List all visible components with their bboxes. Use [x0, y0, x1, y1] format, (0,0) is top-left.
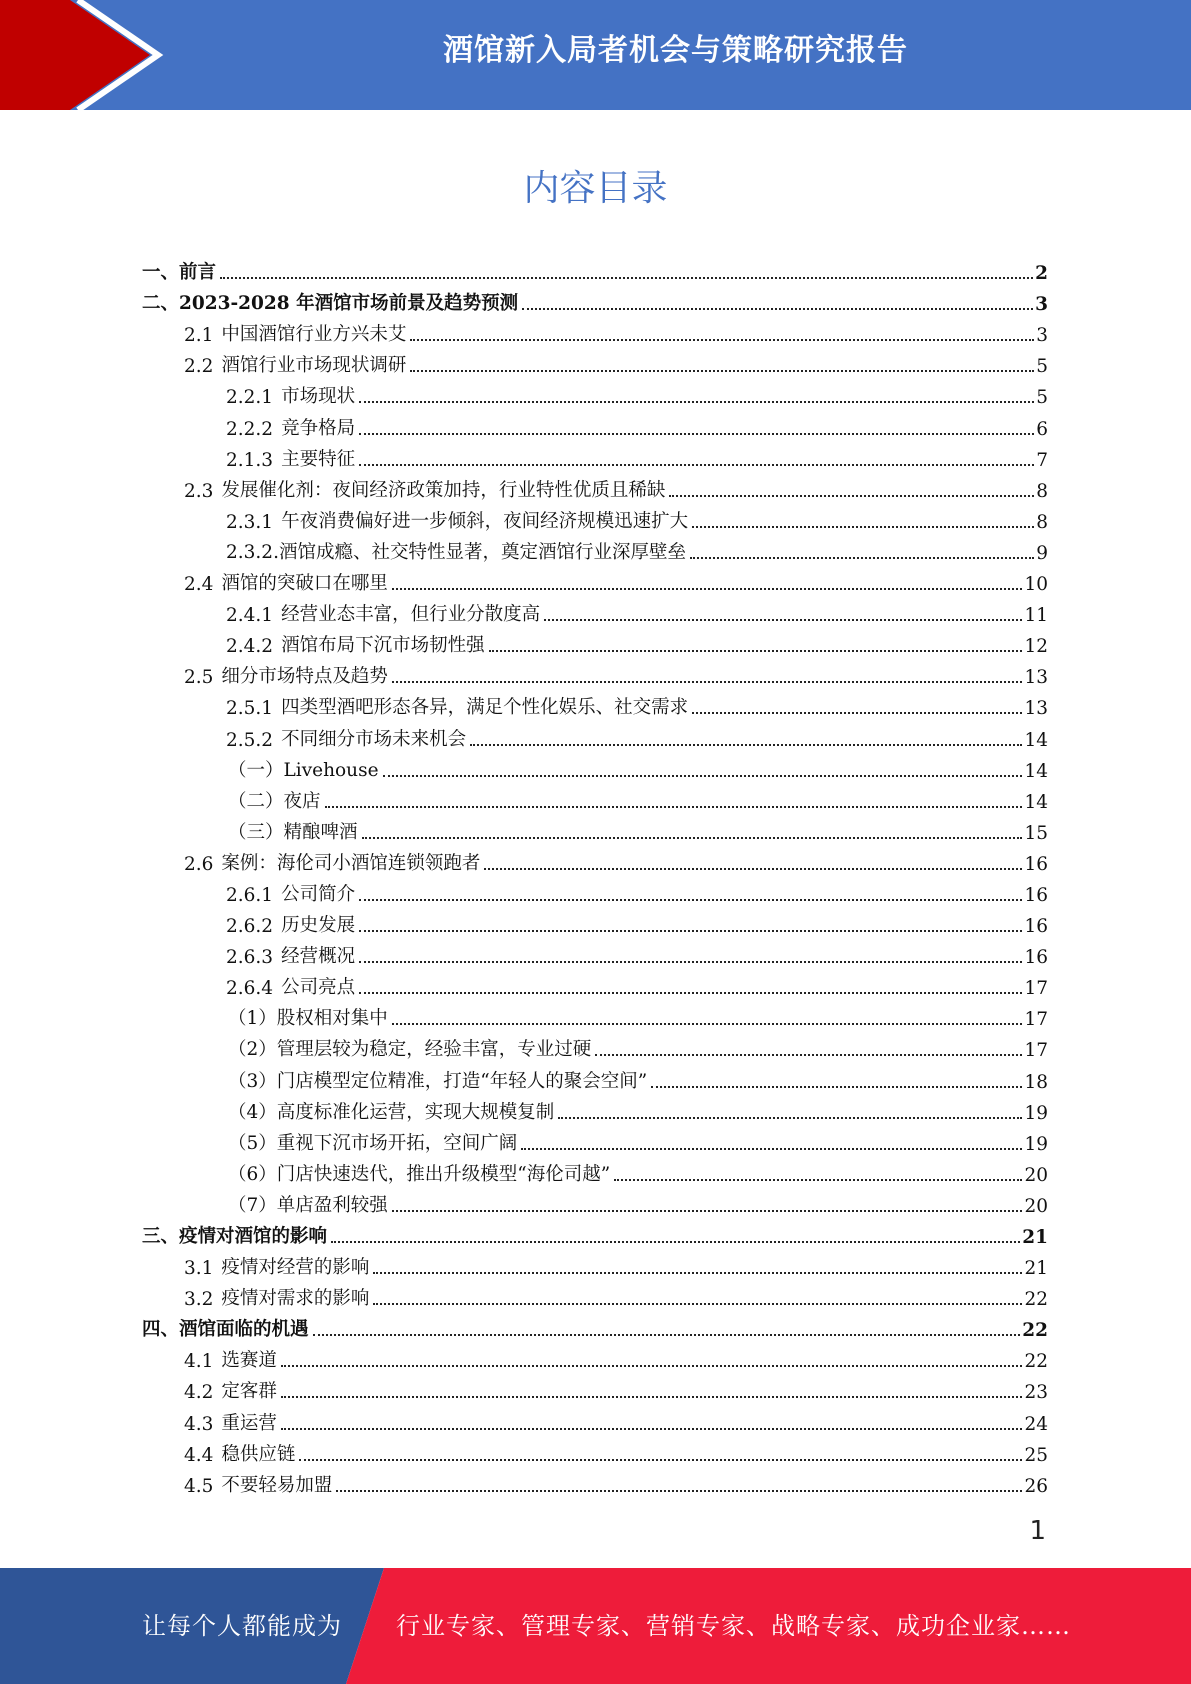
toc-entry[interactable] [142, 626, 1048, 657]
toc-entry[interactable] [142, 1372, 1048, 1403]
toc-entry-title: 酒馆的突破口在哪里 [221, 573, 388, 595]
toc-entry-page: 19 [1024, 1102, 1048, 1124]
toc-dot-leader [558, 1117, 1022, 1119]
toc-entry-page: 18 [1024, 1071, 1048, 1093]
toc-entry[interactable] [142, 1435, 1048, 1466]
toc-entry-title: 主要特征 [281, 448, 356, 470]
toc-entry[interactable] [142, 1030, 1048, 1061]
toc-dot-leader [281, 1365, 1023, 1367]
toc-dot-leader [410, 339, 1034, 341]
toc-entry-page: 24 [1024, 1413, 1048, 1435]
page-footer [0, 1568, 1191, 1684]
toc-entry[interactable] [142, 502, 1048, 533]
toc-entry[interactable] [142, 595, 1048, 626]
toc-entry-title: 定客群 [221, 1381, 277, 1403]
toc-dot-leader [692, 526, 1034, 528]
toc-entry-number: 4.2 [184, 1382, 214, 1404]
table-of-contents [142, 253, 1048, 1497]
toc-dot-leader [313, 1334, 1021, 1336]
toc-entry-number: 2.5.1 [226, 698, 274, 720]
toc-entry[interactable] [142, 564, 1048, 595]
toc-entry[interactable] [142, 1466, 1048, 1497]
toc-entry[interactable] [142, 719, 1048, 750]
toc-entry-page: 9 [1036, 542, 1048, 564]
toc-entry-page: 22 [1022, 1320, 1048, 1342]
toc-entry[interactable] [142, 533, 1048, 564]
toc-entry-page: 21 [1022, 1227, 1048, 1248]
toc-entry[interactable] [142, 1279, 1048, 1310]
toc-dot-leader [220, 277, 1033, 279]
toc-entry-page: 7 [1036, 449, 1048, 471]
toc-dot-leader [522, 308, 1033, 310]
toc-entry-title: 午夜消费偏好进一步倾斜，夜间经济规模迅速扩大 [281, 510, 689, 532]
toc-entry-number: 4.3 [184, 1413, 214, 1435]
toc-entry-page: 10 [1024, 574, 1048, 596]
toc-entry[interactable] [142, 1093, 1048, 1124]
toc-dot-leader [489, 650, 1023, 652]
toc-entry-title: 四类型酒吧形态各异，满足个性化娱乐、社交需求 [281, 697, 689, 719]
toc-dot-leader [410, 370, 1034, 372]
toc-entry-title: （二）夜店 [228, 790, 321, 812]
toc-entry-page: 16 [1024, 884, 1048, 906]
toc-entry[interactable] [142, 813, 1048, 844]
toc-entry-page: 16 [1024, 947, 1048, 969]
toc-entry-title: （5）重视下沉市场开拓，空间广阔 [228, 1132, 518, 1154]
toc-entry-number: 2.4.1 [226, 605, 274, 627]
toc-dot-leader [362, 837, 1023, 839]
toc-entry-number: 4.5 [184, 1475, 214, 1497]
toc-entry-title: 公司亮点 [281, 977, 356, 999]
toc-dot-leader [521, 1148, 1022, 1150]
toc-entry-page: 13 [1024, 698, 1048, 720]
toc-dot-leader [359, 992, 1022, 994]
toc-entry-page: 13 [1024, 667, 1048, 689]
toc-dot-leader [651, 1086, 1022, 1088]
toc-entry-page: 20 [1024, 1164, 1048, 1186]
toc-entry-title: 历史发展 [281, 915, 356, 937]
footer-slogan-left: 让每个人都能成为 [142, 1612, 342, 1640]
toc-entry[interactable] [142, 471, 1048, 502]
toc-entry-page: 25 [1024, 1444, 1048, 1466]
toc-entry-title: （3）门店模型定位精准，打造“年轻人的聚会空间” [228, 1070, 648, 1092]
toc-entry-title: （7）单店盈利较强 [228, 1194, 388, 1216]
toc-entry[interactable] [142, 751, 1048, 782]
toc-entry-title: 细分市场特点及趋势 [221, 666, 388, 688]
toc-entry[interactable] [142, 1217, 1048, 1248]
footer-slogan-right: 行业专家、管理专家、营销专家、战略专家、成功企业家…… [396, 1612, 1071, 1640]
toc-entry-number: 4.4 [184, 1444, 214, 1466]
toc-entry-number: 2.6.1 [226, 884, 274, 906]
toc-dot-leader [281, 1428, 1023, 1430]
toc-entry-page: 15 [1024, 822, 1048, 844]
toc-entry-page: 17 [1024, 1009, 1048, 1031]
toc-dot-leader [331, 1241, 1020, 1243]
toc-entry[interactable] [142, 937, 1048, 968]
toc-entry[interactable] [142, 1310, 1048, 1341]
toc-entry-number: 2.5.2 [226, 729, 274, 751]
toc-dot-leader [392, 1023, 1023, 1025]
toc-entry-page: 22 [1024, 1289, 1048, 1311]
toc-entry-page: 14 [1024, 729, 1048, 751]
toc-entry-page: 26 [1024, 1475, 1048, 1497]
toc-entry[interactable] [142, 1124, 1048, 1155]
toc-dot-leader [392, 1210, 1023, 1212]
page-number: 1 [1029, 1516, 1046, 1546]
toc-entry-number: 2.2.2 [226, 418, 274, 440]
toc-entry-title: 2.3.2.酒馆成瘾、社交特性显著，奠定酒馆行业深厚壁垒 [226, 541, 686, 563]
page-header [0, 0, 1191, 110]
toc-entry-number: 2.2.1 [226, 387, 274, 409]
toc-entry[interactable] [142, 1155, 1048, 1186]
toc-entry-page: 11 [1024, 605, 1048, 627]
toc-entry-title: 市场现状 [281, 386, 356, 408]
toc-dot-leader [359, 401, 1034, 403]
toc-entry-page: 6 [1036, 418, 1048, 440]
toc-entry-title: 稳供应链 [221, 1443, 296, 1465]
toc-entry-page: 21 [1024, 1258, 1048, 1280]
toc-entry-title: 二、2023-2028 年酒馆市场前景及趋势预测 [142, 293, 519, 315]
toc-entry[interactable] [142, 1061, 1048, 1092]
toc-entry-page: 16 [1024, 853, 1048, 875]
toc-entry[interactable] [142, 284, 1048, 315]
toc-dot-leader [595, 1054, 1022, 1056]
toc-entry[interactable] [142, 968, 1048, 999]
toc-dot-leader [359, 433, 1034, 435]
toc-entry-number: 2.6.2 [226, 916, 274, 938]
toc-dot-leader [359, 464, 1034, 466]
toc-dot-leader [544, 619, 1022, 621]
toc-entry-number: 4.1 [184, 1351, 214, 1373]
toc-entry[interactable] [142, 999, 1048, 1030]
toc-dot-leader [336, 1490, 1022, 1492]
toc-entry-page: 5 [1036, 387, 1048, 409]
toc-entry-title: 选赛道 [221, 1350, 277, 1372]
toc-entry-title: 酒馆行业市场现状调研 [221, 355, 407, 377]
toc-dot-leader [373, 1303, 1022, 1305]
toc-dot-leader [692, 712, 1022, 714]
toc-entry-title: 疫情对需求的影响 [221, 1288, 370, 1310]
toc-entry-page: 3 [1035, 294, 1048, 316]
toc-dot-leader [359, 961, 1022, 963]
toc-entry[interactable] [142, 844, 1048, 875]
toc-entry[interactable] [142, 315, 1048, 346]
toc-entry[interactable] [142, 253, 1048, 284]
toc-entry-title: 不同细分市场未来机会 [281, 728, 467, 750]
toc-entry-title: 酒馆布局下沉市场韧性强 [281, 635, 485, 657]
toc-entry[interactable] [142, 377, 1048, 408]
toc-entry-page: 2 [1035, 263, 1048, 285]
toc-entry-title: 中国酒馆行业方兴未艾 [221, 324, 407, 346]
toc-entry-number: 2.5 [184, 667, 214, 689]
report-title: 酒馆新入局者机会与策略研究报告 [443, 33, 908, 68]
toc-dot-leader [392, 588, 1023, 590]
toc-dot-leader [299, 1459, 1022, 1461]
toc-entry-number: 2.6 [184, 853, 214, 875]
toc-dot-leader [359, 930, 1022, 932]
toc-dot-leader [281, 1396, 1023, 1398]
toc-entry-page: 19 [1024, 1133, 1048, 1155]
toc-entry-page: 22 [1024, 1351, 1048, 1373]
toc-entry-number: 2.4.2 [226, 636, 274, 658]
toc-entry-number: 2.1 [184, 325, 214, 347]
toc-entry-title: 三、疫情对酒馆的影响 [142, 1226, 328, 1247]
toc-entry[interactable] [142, 408, 1048, 439]
toc-entry-number: 3.2 [184, 1289, 214, 1311]
toc-entry-title: 竞争格局 [281, 417, 356, 439]
toc-entry-number: 2.1.3 [226, 449, 274, 471]
toc-entry[interactable] [142, 782, 1048, 813]
toc-entry-page: 5 [1036, 356, 1048, 378]
toc-entry-page: 12 [1024, 636, 1048, 658]
toc-entry-page: 20 [1024, 1195, 1048, 1217]
toc-entry-number: 2.3.1 [226, 511, 274, 533]
toc-entry-page: 14 [1024, 791, 1048, 813]
toc-entry-title: 经营概况 [281, 946, 356, 968]
toc-entry[interactable] [142, 1403, 1048, 1434]
toc-entry[interactable] [142, 1186, 1048, 1217]
toc-dot-leader [669, 495, 1034, 497]
toc-dot-leader [690, 557, 1034, 559]
toc-dot-leader [484, 868, 1022, 870]
toc-entry-title: （一）Livehouse [228, 759, 379, 781]
toc-entry-title: （1）股权相对集中 [228, 1008, 388, 1030]
toc-entry-number: 2.3 [184, 480, 214, 502]
toc-entry-title: 案例：海伦司小酒馆连锁领跑者 [221, 852, 481, 874]
toc-entry[interactable] [142, 1248, 1048, 1279]
toc-entry-number: 3.1 [184, 1258, 214, 1280]
toc-dot-leader [325, 806, 1023, 808]
toc-entry-page: 3 [1036, 325, 1048, 347]
toc-entry-page: 8 [1036, 480, 1048, 502]
toc-dot-leader [392, 681, 1023, 683]
toc-entry[interactable] [142, 875, 1048, 906]
toc-entry-title: 疫情对经营的影响 [221, 1257, 370, 1279]
toc-title: 内容目录 [523, 168, 668, 209]
toc-entry-page: 16 [1024, 916, 1048, 938]
toc-entry-title: 重运营 [221, 1412, 277, 1434]
toc-entry-title: （2）管理层较为稳定，经验丰富，专业过硬 [228, 1039, 592, 1061]
toc-entry-number: 2.4 [184, 574, 214, 596]
toc-entry-page: 17 [1024, 1040, 1048, 1062]
toc-entry[interactable] [142, 1341, 1048, 1372]
toc-entry-title: 不要轻易加盟 [221, 1474, 333, 1496]
toc-entry-title: （三）精酿啤酒 [228, 821, 358, 843]
toc-entry-page: 17 [1024, 978, 1048, 1000]
toc-entry[interactable] [142, 657, 1048, 688]
toc-dot-leader [373, 1272, 1022, 1274]
toc-entry-number: 2.2 [184, 356, 214, 378]
toc-dot-leader [359, 899, 1022, 901]
toc-entry-title: 发展催化剂：夜间经济政策加持，行业特性优质且稀缺 [221, 479, 666, 501]
toc-entry-page: 14 [1024, 760, 1048, 782]
toc-entry-title: （4）高度标准化运营，实现大规模复制 [228, 1101, 555, 1123]
toc-entry[interactable] [142, 688, 1048, 719]
toc-entry-number: 2.6.3 [226, 947, 274, 969]
toc-entry[interactable] [142, 346, 1048, 377]
toc-entry-title: 四、酒馆面临的机遇 [142, 1319, 309, 1341]
toc-entry[interactable] [142, 906, 1048, 937]
toc-entry-title: （6）门店快速迭代，推出升级模型“海伦司越” [228, 1163, 611, 1185]
toc-dot-leader [470, 744, 1022, 746]
toc-entry-number: 2.6.4 [226, 978, 274, 1000]
toc-entry-title: 公司简介 [281, 883, 356, 905]
toc-entry-title: 一、前言 [142, 262, 217, 284]
toc-dot-leader [383, 775, 1023, 777]
toc-entry[interactable] [142, 440, 1048, 471]
toc-entry-page: 8 [1036, 511, 1048, 533]
toc-entry-page: 23 [1024, 1382, 1048, 1404]
toc-entry-title: 经营业态丰富，但行业分散度高 [281, 604, 541, 626]
toc-dot-leader [614, 1179, 1022, 1181]
